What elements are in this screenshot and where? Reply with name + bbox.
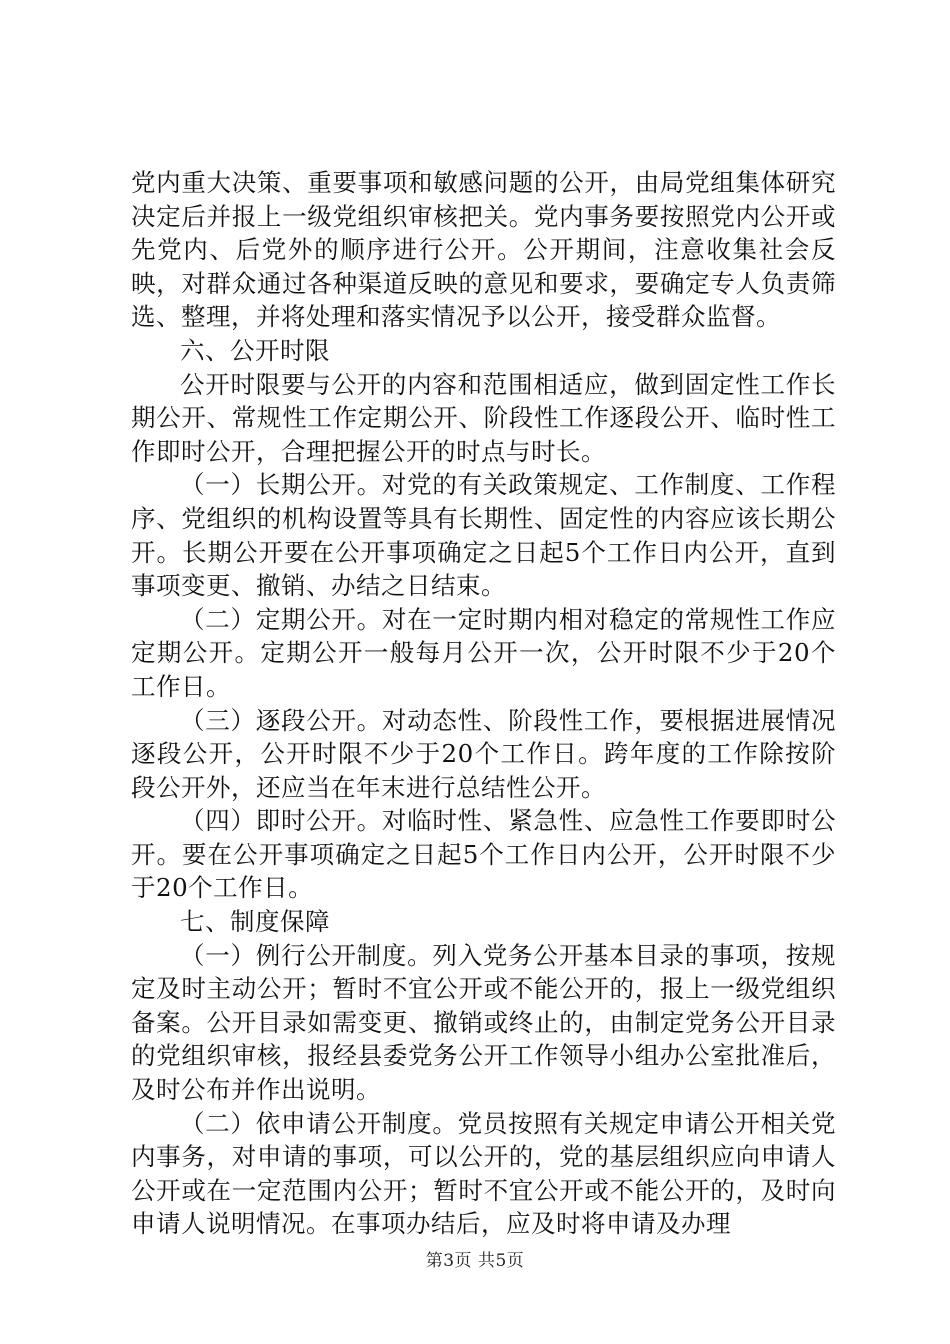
paragraph: （一）例行公开制度。列入党务公开基本目录的事项，按规定及时主动公开；暂时不宜公开或不能公开的，报上一级党组织备案。公开目录如需变更、撤销或终止的，由制定党务公开目录的党组织审核，报经县委党务公开工作领导小组办公室批准后，及时公布并作出说明。 (131, 940, 836, 1105)
section-heading: 六、公开时限 (180, 335, 330, 365)
paragraph: （四）即时公开。对临时性、紧急性、应急性工作要即时公开。要在公开事项确定之日起5个工作日内公开，公开时限不少于20个工作日。 (131, 806, 836, 903)
page-number-footer: 第3页 共5页 (425, 1251, 525, 1271)
paragraph: （三）逐段公开。对动态性、阶段性工作，要根据进展情况逐段公开，公开时限不少于20个工作日。跨年度的工作除按阶段公开外，还应当在年末进行总结性公开。 (131, 705, 836, 802)
paragraph: 公开时限要与公开的内容和范围相适应，做到固定性工作长期公开、常规性工作定期公开、阶段性工作逐段公开、临时性工作即时公开，合理把握公开的时点与时长。 (131, 369, 836, 466)
paragraph: （二）定期公开。对在一定时期内相对稳定的常规性工作应定期公开。定期公开一般每月公开一次，公开时限不少于20个工作日。 (131, 604, 836, 701)
document-body (131, 166, 836, 1241)
paragraph: （二）依申请公开制度。党员按照有关规定申请公开相关党内事务，对申请的事项，可以公开的，党的基层组织应向申请人公开或在一定范围内公开；暂时不宜公开或不能公开的，及时向申请人说明情况。在事项办结后，应及时将申请及办理 (131, 1108, 836, 1239)
paragraph: 党内重大决策、重要事项和敏感问题的公开，由局党组集体研究决定后并报上一级党组织审核把关。党内事务要按照党内公开或先党内、后党外的顺序进行公开。公开期间，注意收集社会反映，对群众通过各种渠道反映的意见和要求，要确定专人负责筛选、整理，并将处理和落实情况予以公开，接受群众监督。 (131, 168, 836, 332)
section-heading: 七、制度保障 (180, 907, 330, 937)
paragraph: （一）长期公开。对党的有关政策规定、工作制度、工作程序、党组织的机构设置等具有长期性、固定性的内容应该长期公开。长期公开要在公开事项确定之日起5个工作日内公开，直到事项变更、撤销、办结之日结束。 (131, 470, 836, 601)
